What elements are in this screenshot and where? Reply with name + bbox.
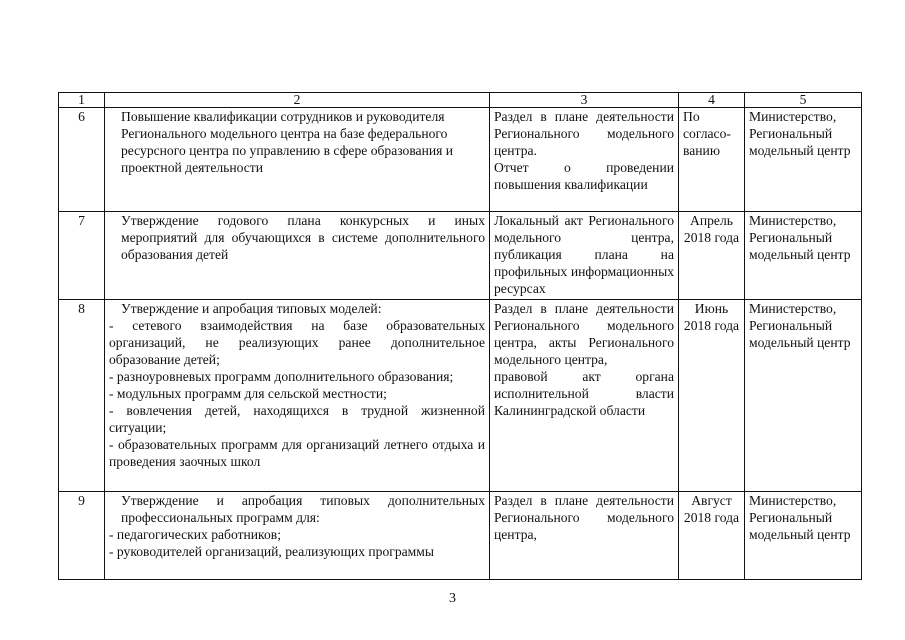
page-number: 3: [449, 591, 456, 606]
measure-text: Утверждение и апробация типовых моделей:: [121, 301, 382, 316]
result-text: Локальный акт Регионального модельного центра, публикация плана на профильных информационных ресурсах: [494, 213, 674, 296]
header-cell: 2: [105, 93, 490, 108]
table-row: [59, 212, 862, 300]
header-cell: 3: [490, 93, 679, 108]
row-number: 9: [59, 492, 105, 580]
row-number: 6: [59, 108, 105, 212]
result-text: Раздел в плане деятельности Регионального модельного центра, акты Регионального модельного центра,: [494, 301, 674, 367]
measure-text: - руководителей организаций, реализующих программы: [109, 544, 435, 559]
measure-cell: [105, 108, 490, 212]
measure-text: - вовлечения детей, находящихся в трудной жизненной ситуации;: [109, 403, 485, 435]
measure-text: - модульных программ для сельской местности;: [109, 386, 387, 401]
header-row: [59, 93, 862, 108]
table-row: [59, 492, 862, 580]
header-cell: 5: [745, 93, 862, 108]
measure-text: - образовательных программ для организаций летнего отдыха и проведения заочных школ: [109, 437, 485, 469]
measure-text: Утверждение годового плана конкурсных и иных мероприятий для обучающихся в системе дополнительного образования детей: [121, 213, 485, 262]
result-cell: [490, 300, 679, 492]
table-row: [59, 300, 862, 492]
responsible-cell: Министерство, Региональный модельный центр: [745, 492, 862, 580]
measure-text: - разноуровневых программ дополнительного образования;: [109, 369, 454, 384]
measure-cell: [105, 492, 490, 580]
row-number: 8: [59, 300, 105, 492]
result-cell: [490, 492, 679, 580]
header-cell: 4: [679, 93, 745, 108]
plan-table: [58, 92, 862, 580]
row-number: 7: [59, 212, 105, 300]
term-cell: По согласо-ванию: [679, 108, 745, 212]
term-cell: Июнь 2018 года: [679, 300, 745, 492]
measure-text: - сетевого взаимодействия на базе образовательных организаций, не реализующих ранее дополнительное образование детей;: [109, 318, 485, 367]
term-cell: Апрель 2018 года: [679, 212, 745, 300]
header-cell: 1: [59, 93, 105, 108]
result-text: Раздел в плане деятельности Регионального модельного центра.: [494, 109, 674, 158]
measure-cell: [105, 300, 490, 492]
result-text: Раздел в плане деятельности Регионального модельного центра,: [494, 493, 674, 542]
responsible-cell: Министерство, Региональный модельный центр: [745, 108, 862, 212]
measure-cell: [105, 212, 490, 300]
result-cell: [490, 212, 679, 300]
measure-text: - педагогических работников;: [109, 527, 281, 542]
measure-text: Утверждение и апробация типовых дополнительных профессиональных программ для:: [121, 493, 485, 525]
measure-text: Повышение квалификации сотрудников и руководителя Регионального модельного центра на базе федерального ресурсного центра по управлению в сфере образования и проектной деятельности: [121, 109, 454, 175]
result-text: правовой акт органа исполнительной власти Калининградской области: [494, 369, 674, 418]
table-row: [59, 108, 862, 212]
responsible-cell: Министерство, Региональный модельный центр: [745, 212, 862, 300]
result-cell: [490, 108, 679, 212]
result-text: Отчет о проведении повышения квалификации: [494, 160, 674, 192]
responsible-cell: Министерство, Региональный модельный центр: [745, 300, 862, 492]
term-cell: Август 2018 года: [679, 492, 745, 580]
